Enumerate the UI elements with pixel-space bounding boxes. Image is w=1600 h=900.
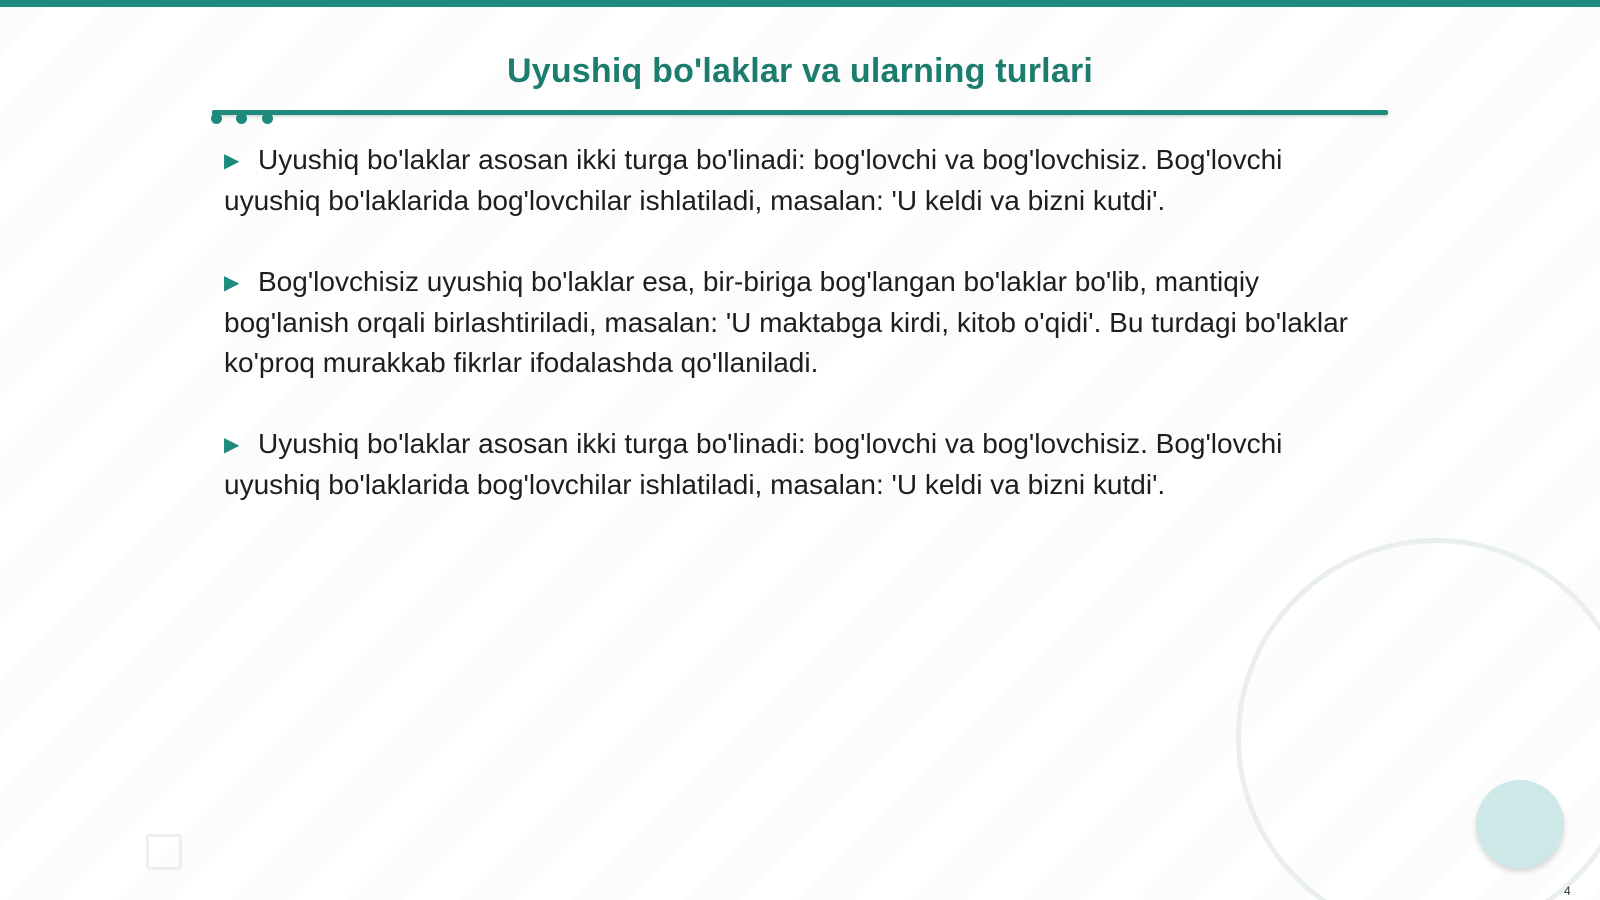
bullet-item-1 [224,140,1380,221]
bullet-list [224,140,1380,546]
decorative-square [146,834,182,870]
bullet-text-3: Uyushiq bo'laklar asosan ikki turga bo'linadi: bog'lovchi va bog'lovchisiz. Bog'lovchi uyushiq bo'laklarida bog'lovchilar ishlatiladi, masalan: 'U keldi va bizni kutdi'. [224,428,1283,500]
decorative-dot-3 [262,113,273,124]
triangle-bullet-icon: ▶ [224,434,240,456]
page-number: 4 [1564,884,1571,898]
bullet-text-2: Bog'lovchisiz uyushiq bo'laklar esa, bir-biriga bog'langan bo'laklar bo'lib, mantiqiy bog'lanish orqali birlashtiriladi, masalan: 'U maktabga kirdi, kitob o'qidi'. Bu turdagi bo'laklar ko'proq murakkab fikrlar ifodalashda qo'llaniladi. [224,266,1348,378]
slide-title: Uyushiq bo'laklar va ularning turlari [506,52,1094,90]
bullet-item-3 [224,424,1380,505]
bullet-item-2 [224,262,1380,383]
triangle-bullet-icon: ▶ [224,150,240,172]
top-accent-bar [0,0,1600,7]
title-underline [212,110,1388,115]
bullet-text-1: Uyushiq bo'laklar asosan ikki turga bo'linadi: bog'lovchi va bog'lovchisiz. Bog'lovchi uyushiq bo'laklarida bog'lovchilar ishlatiladi, masalan: 'U keldi va bizni kutdi'. [224,144,1283,216]
decorative-circle [1476,780,1564,868]
triangle-bullet-icon: ▶ [224,272,240,294]
decorative-dot-1 [211,113,222,124]
decorative-dot-2 [236,113,247,124]
